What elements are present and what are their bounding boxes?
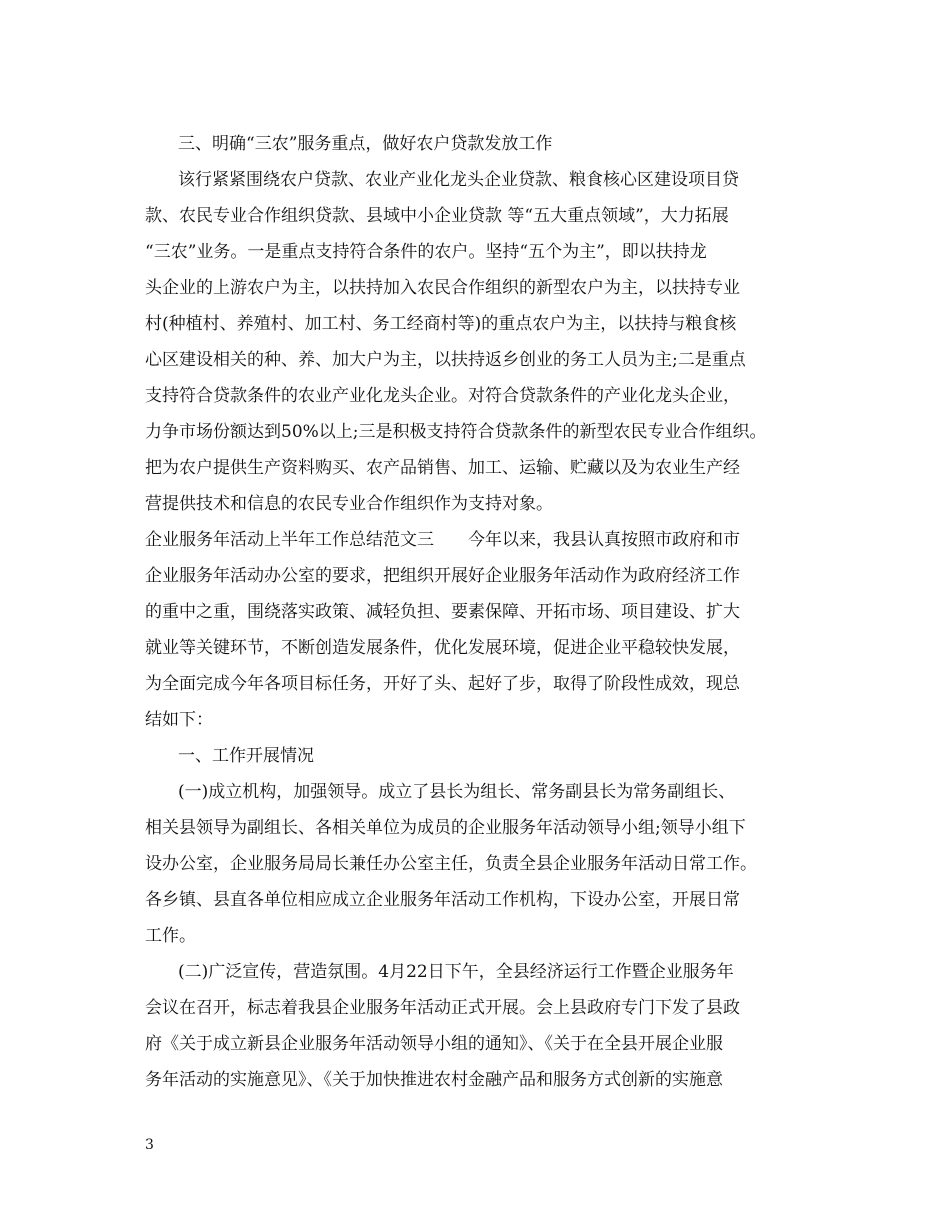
- text-line: 的重中之重，围绕落实政策、减轻负担、要素保障、开拓市场、项目建设、扩大: [145, 602, 740, 622]
- text-line: 把为农户提供生产资料购买、农产品销售、加工、运输、贮藏以及为农业生产经: [145, 458, 740, 478]
- text-line: 为全面完成今年各项目标任务，开好了头、起好了步，取得了阶段性成效，现总: [145, 674, 740, 694]
- text-line: 工作。: [145, 926, 196, 946]
- text-line: 府《关于成立新县企业服务年活动领导小组的通知》、《关于在全县开展企业服: [145, 1034, 723, 1054]
- text-line: 营提供技术和信息的农民专业合作组织作为支持对象。: [145, 494, 553, 514]
- text-line: 各乡镇、县直各单位相应成立企业服务年活动工作机构，下设办公室，开展日常: [145, 890, 740, 910]
- text-line: 头企业的上游农户为主，以扶持加入农民合作组织的新型农户为主，以扶持专业: [145, 278, 740, 298]
- text-line: 会议在召开，标志着我县企业服务年活动正式开展。会上县政府专门下发了县政: [145, 998, 740, 1018]
- text-line: 心区建设相关的种、养、加大户为主，以扶持返乡创业的务工人员为主;二是重点: [145, 350, 746, 370]
- subsection-heading: 一、工作开展情况: [178, 746, 314, 766]
- text-line: 企业服务年活动办公室的要求，把组织开展好企业服务年活动作为政府经济工作: [145, 566, 740, 586]
- text-line: 支持符合贷款条件的农业产业化龙头企业。对符合贷款条件的产业化龙头企业，: [145, 386, 740, 406]
- text-line: (二)广泛宣传，营造氛围。4月22日下午，全县经济运行工作暨企业服务年: [178, 962, 734, 982]
- text-line: (一)成立机构，加强领导。成立了县长为组长、常务副县长为常务副组长、: [178, 782, 736, 802]
- text-line: 结如下：: [145, 710, 213, 730]
- section-heading: 企业服务年活动上半年工作总结范文三 今年以来，我县认真按照市政府和市: [145, 530, 740, 550]
- text-line: 款、农民专业合作组织贷款、县域中小企业贷款 等“五大重点领域”，大力拓展: [145, 206, 729, 226]
- text-line: 务年活动的实施意见》、《关于加快推进农村金融产品和服务方式创新的实施意: [145, 1070, 723, 1090]
- text-line: 村(种植村、养殖村、加工村、务工经商村等)的重点农户为主，以扶持与粮食核: [145, 314, 737, 334]
- text-line: 三、明确“三农”服务重点，做好农户贷款发放工作: [178, 134, 553, 154]
- text-line: “三农”业务。一是重点支持符合条件的农户。坚持“五个为主”，即以扶持龙: [145, 242, 707, 262]
- text-line: 设办公室，企业服务局局长兼任办公室主任，负责全县企业服务年活动日常工作。: [145, 854, 757, 874]
- text-line: 力争市场份额达到50%以上;三是积极支持符合贷款条件的新型农民专业合作组织。: [145, 422, 767, 442]
- text-line: 相关县领导为副组长、各相关单位为成员的企业服务年活动领导小组;领导小组下: [145, 818, 746, 838]
- text-line: 该行紧紧围绕农户贷款、农业产业化龙头企业贷款、粮食核心区建设项目贷: [178, 170, 739, 190]
- page-number: 3: [145, 1137, 154, 1153]
- text-line: 就业等关键环节，不断创造发展条件，优化发展环境，促进企业平稳较快发展，: [145, 638, 740, 658]
